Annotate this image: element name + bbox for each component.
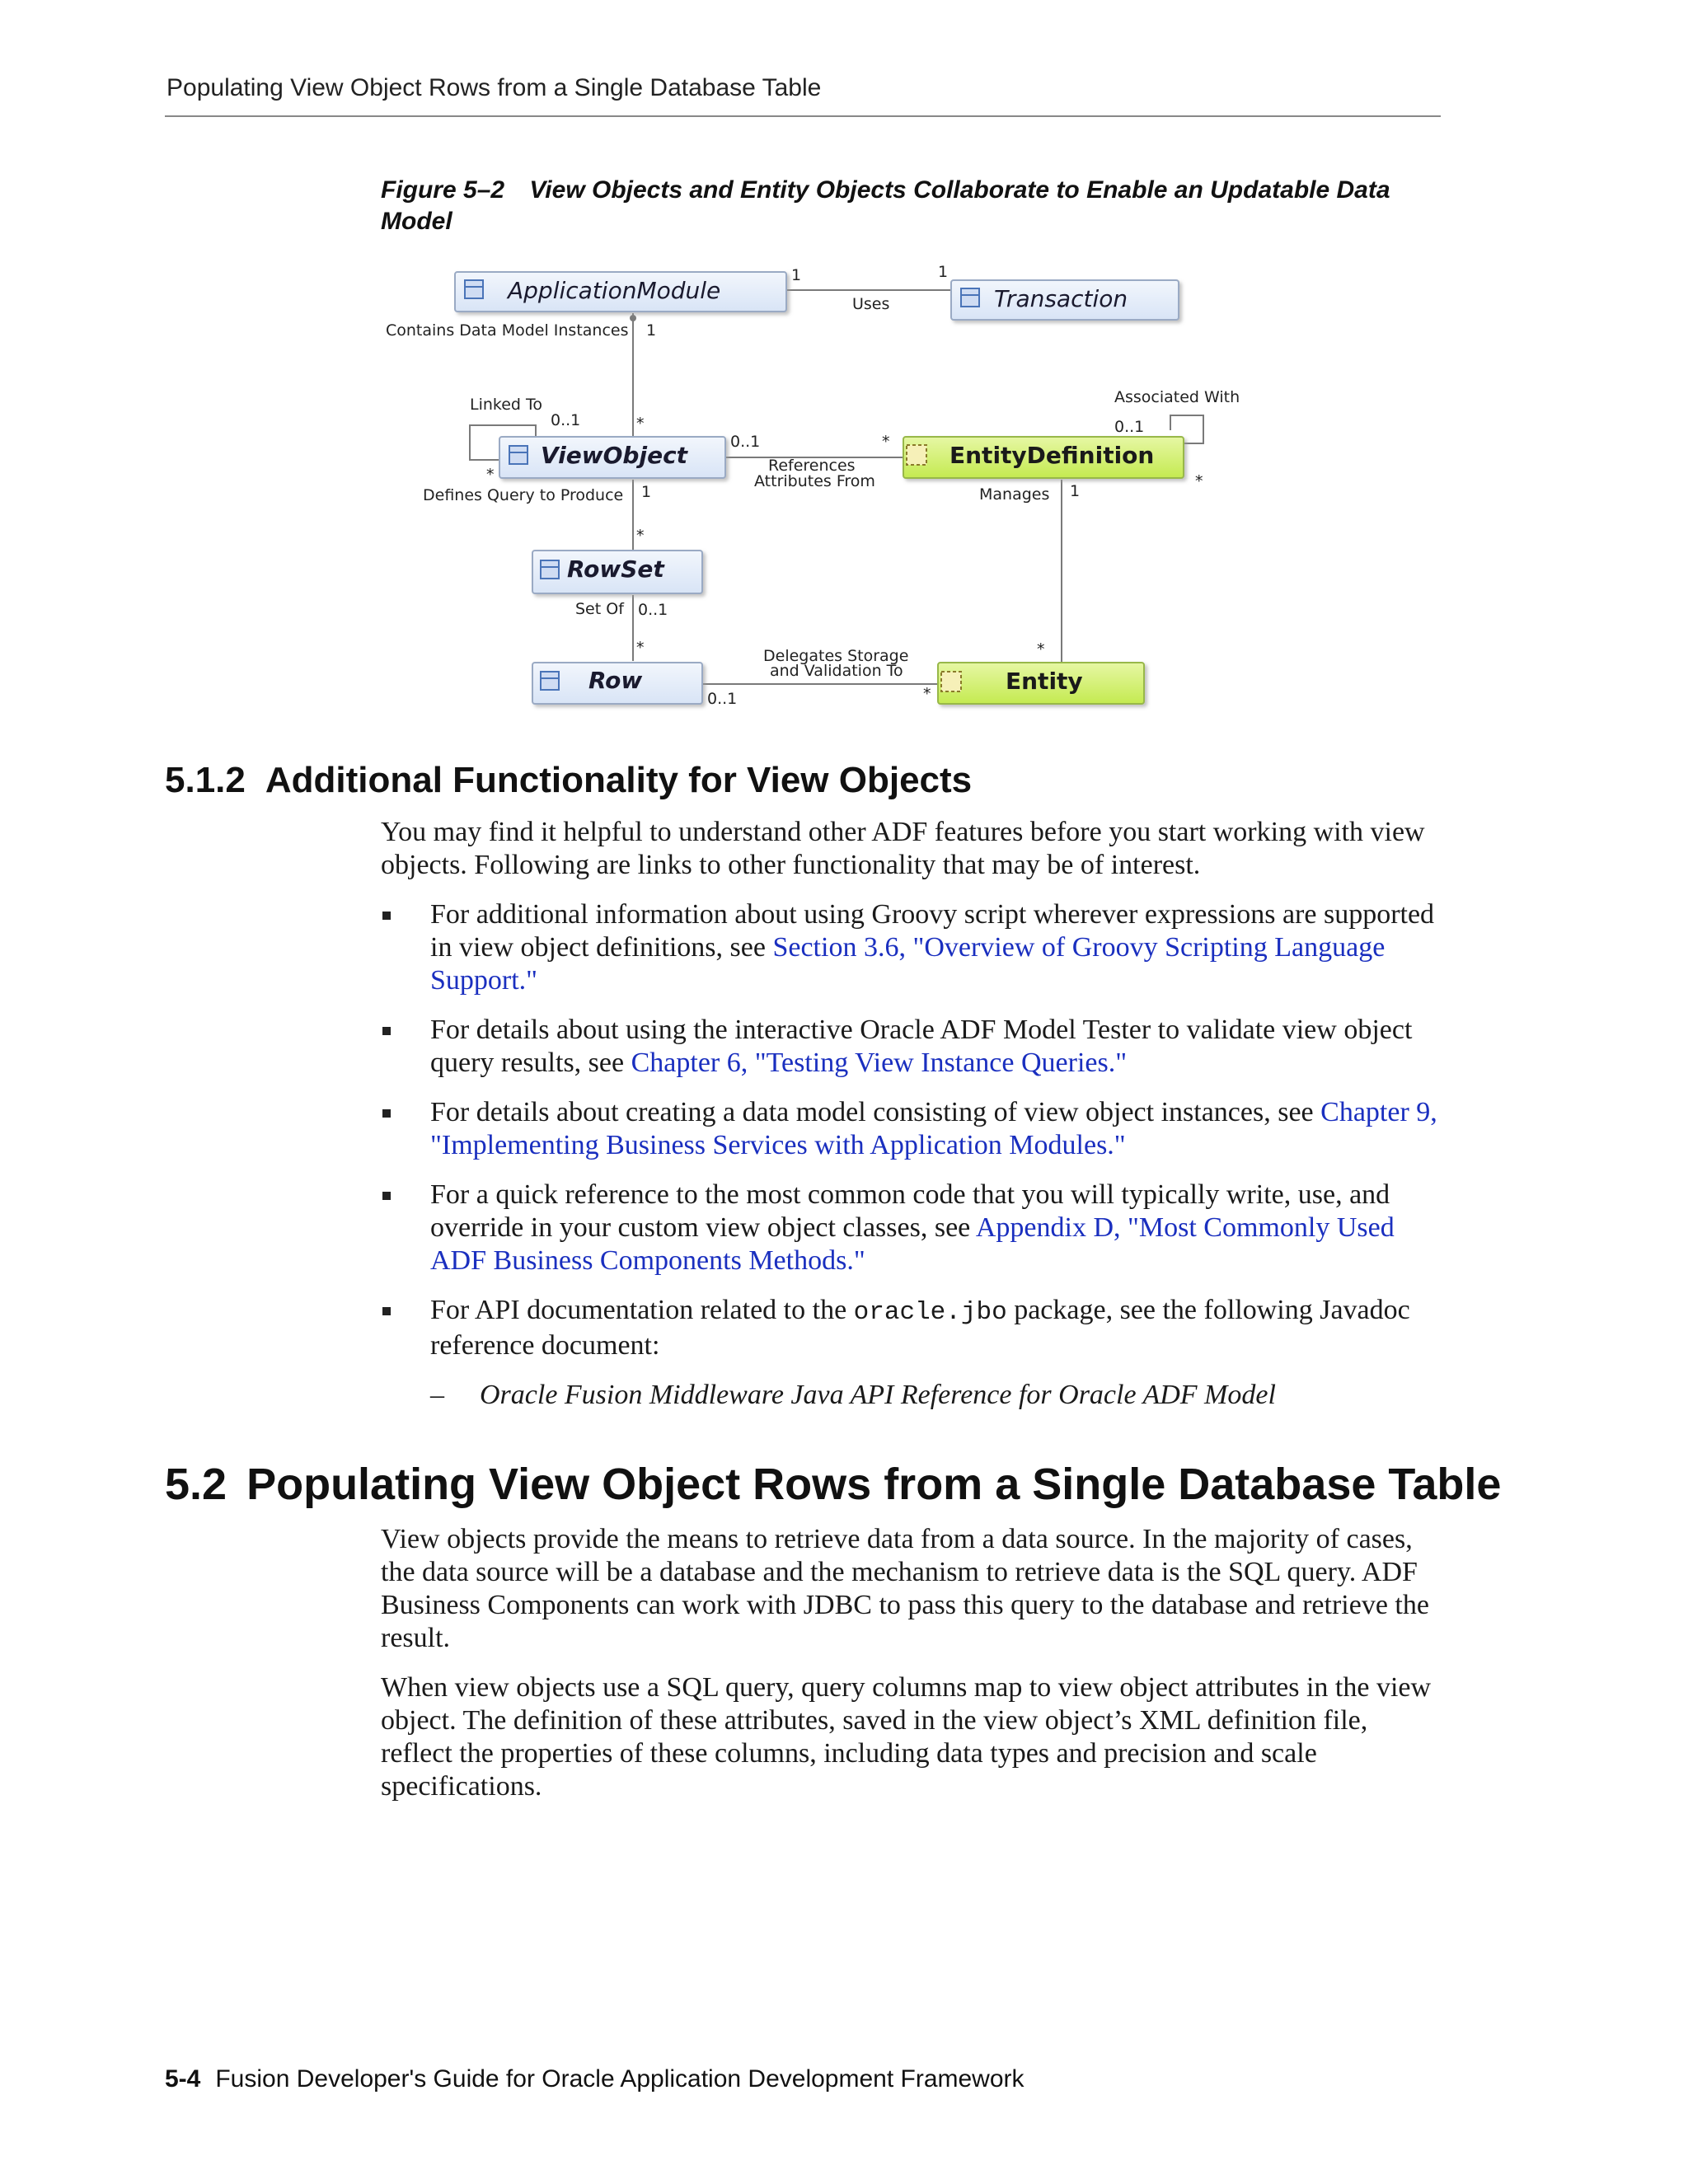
page-footer <box>165 2065 1025 2093</box>
xref-link[interactable]: Chapter 9, "Implementing Business Services with Application Modules." <box>430 1097 1437 1160</box>
mult-entity-delegated: * <box>923 685 931 703</box>
paragraph: View objects provide the means to retrieve data from a data source. In the majority of cases, the data source will be a database and the mechanism to retrieve data is the SQL query. ADF Business Components can work with JDBC to pass this query to the database and retrieve the result. <box>381 1524 1429 1653</box>
list-item: For details about using the interactive Oracle ADF Model Tester to validate view object query results, see Chapter 6, "Testing View Instance Queries." <box>381 1014 1444 1080</box>
rel-label-associated-with: Associated With <box>1114 388 1240 406</box>
node-row-set <box>532 551 702 593</box>
node-label: EntityDefinition <box>950 442 1155 469</box>
node-label: Transaction <box>994 285 1128 312</box>
uml-diagram <box>379 255 1269 717</box>
mult-vo-contained: * <box>636 415 645 433</box>
functionality-list <box>381 898 1444 1428</box>
node-label: RowSet <box>567 555 664 583</box>
sub-list-item <box>430 1379 1444 1412</box>
mult-am-uses: 1 <box>791 266 802 284</box>
class-icon <box>541 560 559 579</box>
composition-diamond <box>630 315 636 321</box>
entity-icon <box>907 445 926 465</box>
class-icon <box>509 446 528 464</box>
intro-paragraph: You may find it helpful to understand other ADF features before you start working with view objects. Following are links to other functionality that may be of interest. <box>381 817 1425 880</box>
list-item: For API documentation related to the oracle.jbo package, see the following Javadoc reference document: – Oracle Fusion Middleware Java API Reference for Oracle ADF Model <box>381 1294 1444 1412</box>
node-entity-definition <box>903 437 1184 478</box>
mult-row-delegates: 0..1 <box>707 690 738 708</box>
node-label: ApplicationModule <box>508 277 721 304</box>
section-number: 5.2 <box>165 1460 227 1509</box>
node-row <box>532 663 702 704</box>
list-item: For additional information about using Groovy script wherever expressions are supported in view object definitions, see Section 3.6, "Overview of Groovy Scripting Language Support." <box>381 898 1444 997</box>
class-icon <box>465 280 483 298</box>
node-view-object <box>499 437 725 478</box>
figure-number: Figure 5–2 <box>381 176 505 204</box>
section-number: 5.1.2 <box>165 760 246 800</box>
class-icon <box>961 288 979 307</box>
rel-label-uses: Uses <box>852 295 890 313</box>
mult-entity-managed: * <box>1037 640 1045 658</box>
reference-title: Oracle Fusion Middleware Java API Reference for Oracle ADF Model <box>480 1380 1276 1410</box>
rel-label-delegates-storage: Delegates Storage <box>763 647 909 665</box>
xref-link[interactable]: Chapter 6, "Testing View Instance Queries." <box>631 1047 1128 1078</box>
rel-label-manages: Manages <box>979 485 1050 504</box>
mult-vo-references: 0..1 <box>730 433 761 451</box>
rel-label-set-of: Set Of <box>575 600 624 618</box>
entity-icon <box>941 672 961 691</box>
rel-label-references: References <box>768 457 856 475</box>
dash-marker: – <box>430 1380 444 1410</box>
node-application-module <box>455 272 786 312</box>
mult-am-contains: 1 <box>646 321 657 340</box>
section-title: Populating View Object Rows from a Single Database Table <box>246 1460 1502 1509</box>
node-label: Row <box>588 667 643 694</box>
mult-assoc-from: * <box>1195 472 1203 490</box>
bullet-square <box>382 912 391 920</box>
rel-label-defines-query: Defines Query to Produce <box>423 486 624 504</box>
mult-ed-manages: 1 <box>1070 482 1081 500</box>
mult-row-setof: * <box>636 639 645 657</box>
paragraph: When view objects use a SQL query, query columns map to view object attributes in the view object. The definition of these attributes, saved in the view object’s XML definition file, reflect the properties of these columns, including data types and precision and scale specifications. <box>381 1672 1432 1802</box>
bullet-square <box>382 1109 391 1118</box>
section-title: Additional Functionality for View Objects <box>265 760 973 800</box>
rel-label-attributes-from: Attributes From <box>754 472 875 490</box>
mult-tx-uses: 1 <box>938 263 949 281</box>
mult-linked-to: 0..1 <box>551 411 581 429</box>
mult-ed-referenced: * <box>882 433 890 451</box>
running-header: Populating View Object Rows from a Single Database Table <box>166 74 822 101</box>
node-transaction <box>951 280 1179 320</box>
class-icon <box>541 672 559 690</box>
section-heading-5-2 <box>165 1459 1501 1510</box>
figure-title: View Objects and Entity Objects Collaborate to Enable an Updatable Data Model <box>381 176 1390 235</box>
xref-link[interactable]: Section 3.6, "Overview of Groovy Scripting Language Support." <box>430 932 1386 996</box>
header-rule <box>165 115 1441 117</box>
bullet-square <box>382 1027 391 1035</box>
bullet-square <box>382 1307 391 1315</box>
page-number: 5-4 <box>165 2065 201 2093</box>
rel-label-contains: Contains Data Model Instances <box>386 321 629 340</box>
node-entity <box>938 663 1144 704</box>
rel-label-linked-to: Linked To <box>470 396 543 414</box>
mult-rowset-setof: 0..1 <box>638 601 668 619</box>
node-label: Entity <box>1006 668 1083 695</box>
figure-caption <box>381 175 1444 237</box>
bullet-square <box>382 1192 391 1200</box>
mult-vo-defines: 1 <box>641 483 652 501</box>
book-title: Fusion Developer's Guide for Oracle Application Development Framework <box>215 2065 1025 2093</box>
list-item: For a quick reference to the most common code that you will typically write, use, and override in your custom view object classes, see Appendix D, "Most Commonly Used ADF Business Components Methods." <box>381 1179 1444 1277</box>
node-label: ViewObject <box>541 442 688 469</box>
rel-label-validation-to: and Validation To <box>770 662 903 680</box>
list-item: For details about creating a data model consisting of view object instances, see Chapter 9, "Implementing Business Services with Application Modules." <box>381 1096 1444 1162</box>
xref-link[interactable]: Appendix D, "Most Commonly Used ADF Business Components Methods." <box>430 1212 1395 1276</box>
mult-rowset-defined: * <box>636 527 645 545</box>
mult-linked-from: * <box>486 466 495 484</box>
section-heading-5-1-2 <box>165 760 972 801</box>
mult-assoc-to: 0..1 <box>1114 418 1145 436</box>
code-package: oracle.jbo <box>853 1298 1007 1327</box>
